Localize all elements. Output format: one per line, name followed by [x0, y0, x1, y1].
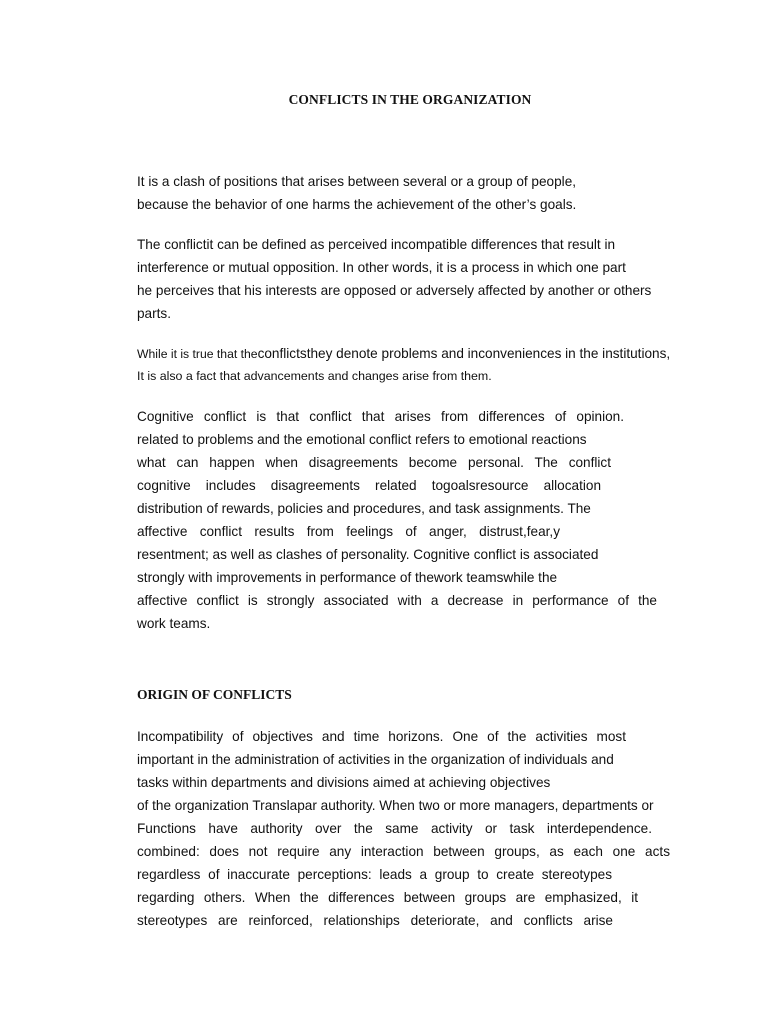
- text-run: they denote problems and inconveniences in the institutions,: [306, 346, 671, 361]
- text-line: regarding others. When the differences between groups are emphasized, it: [137, 890, 638, 905]
- text-line: he perceives that his interests are opposed or adversely affected by another or others: [137, 283, 652, 298]
- paragraph-definition: [137, 170, 607, 216]
- text-line: [137, 342, 670, 365]
- text-line: regardless of inaccurate perceptions: leads a group to create stereotypes: [137, 867, 612, 882]
- text-line: resentment; as well as clashes of personality. Cognitive conflict is associated: [137, 547, 599, 562]
- text-line: Cognitive conflict is that conflict that arises from differences of opinion.: [137, 409, 624, 424]
- paragraph-cognitive-conflict: [137, 405, 657, 635]
- text-line: It is a clash of positions that arises between several or a group of people,: [137, 174, 577, 189]
- text-line: It is also a fact that advancements and changes arise from them.: [137, 369, 492, 383]
- paragraph-conflict-definition: [137, 233, 665, 325]
- text-line: affective conflict is strongly associated with a decrease in performance of the: [137, 593, 657, 608]
- paragraph-advancements: [137, 342, 670, 388]
- text-line: stereotypes are reinforced, relationships deteriorate, and conflicts arise: [137, 913, 613, 928]
- text-line: of the organization Translapar authority. When two or more managers, departments or: [137, 798, 654, 813]
- text-line: because the behavior of one harms the achievement of the other’s goals.: [137, 197, 577, 212]
- text-line: parts.: [137, 306, 171, 321]
- text-run-small: While it is true that the: [137, 347, 258, 361]
- text-line: affective conflict results from feelings of anger, distrust,fear,y: [137, 524, 560, 539]
- text-line: related to problems and the emotional conflict refers to emotional reactions: [137, 432, 587, 447]
- text-line: Incompatibility of objectives and time horizons. One of the activities most: [137, 729, 626, 744]
- text-line: distribution of rewards, policies and procedures, and task assignments. The: [137, 501, 591, 516]
- text-line: interference or mutual opposition. In other words, it is a process in which one part: [137, 260, 626, 275]
- paragraph-origin: [137, 725, 683, 932]
- text-line: strongly with improvements in performance of thework teamswhile the: [137, 570, 558, 585]
- text-run: conflicts: [257, 346, 307, 361]
- text-line: important in the administration of activities in the organization of individuals and: [137, 752, 614, 767]
- text-line: The conflictit can be defined as perceived incompatible differences that result in: [137, 237, 616, 252]
- text-line: what can happen when disagreements become personal. The conflict: [137, 455, 611, 470]
- text-line: tasks within departments and divisions aimed at achieving objectives: [137, 775, 551, 790]
- text-line: work teams.: [137, 616, 211, 631]
- section-heading: ORIGIN OF CONFLICTS: [137, 687, 292, 702]
- text-line: cognitive includes disagreements related togoalsresource allocation: [137, 478, 601, 493]
- text-line: combined: does not require any interaction between groups, as each one acts: [137, 844, 670, 859]
- text-line: Functions have authority over the same activity or task interdependence.: [137, 821, 652, 836]
- document-title: CONFLICTS IN THE ORGANIZATION: [288, 92, 532, 107]
